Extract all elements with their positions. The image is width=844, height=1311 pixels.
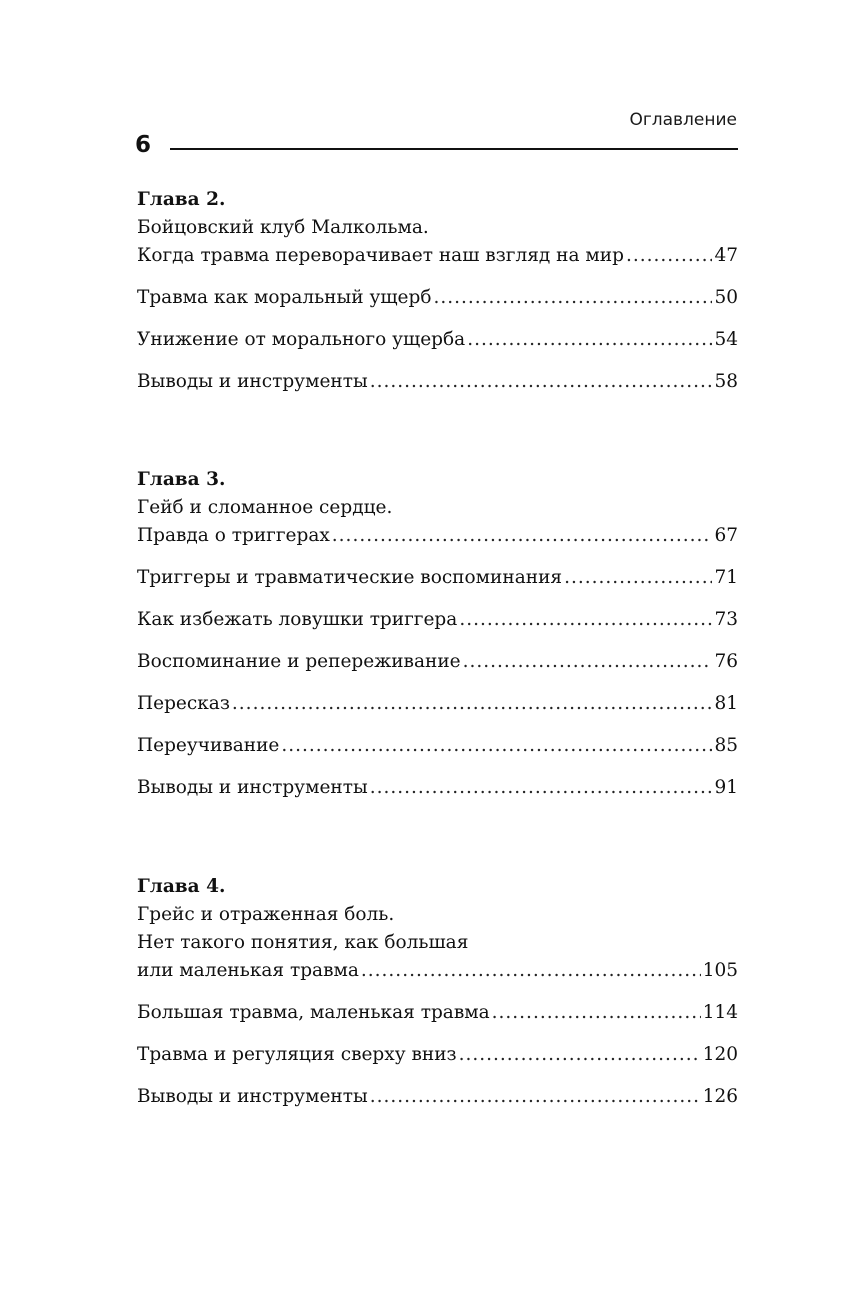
toc-entry-page: 58 (714, 371, 738, 392)
header-rule (170, 148, 738, 150)
leader-dots (459, 1041, 701, 1069)
toc-entry-page: 54 (714, 329, 738, 350)
chapter-label: Глава 4. (137, 876, 226, 897)
leader-dots (281, 732, 712, 760)
leader-dots (564, 564, 712, 592)
toc-entry-page: 71 (714, 567, 738, 588)
toc-entry (137, 1083, 738, 1111)
toc-entry (137, 648, 738, 676)
toc-entry-text: Выводы и инструменты (137, 371, 368, 392)
running-head: Оглавление (629, 110, 737, 130)
toc-entry (137, 606, 738, 634)
leader-dots (467, 326, 712, 354)
leader-dots (626, 242, 712, 270)
toc-entry (137, 732, 738, 760)
toc-entry-text: Когда травма переворачивает наш взгляд на мир (137, 245, 624, 266)
chapter-3 (137, 466, 738, 802)
page-number: 6 (135, 132, 152, 158)
toc-entry-text: Выводы и инструменты (137, 1086, 368, 1107)
toc-entry-page: 76 (714, 651, 738, 672)
toc-entry-text: Воспоминание и репереживание (137, 651, 461, 672)
toc-entry-page: 114 (702, 1002, 738, 1023)
toc-entry-page: 73 (714, 609, 738, 630)
toc-entry (137, 284, 738, 312)
leader-dots (232, 690, 713, 718)
toc-entry (137, 999, 738, 1027)
toc-entry (137, 690, 738, 718)
toc-entry-text: Переучивание (137, 735, 280, 756)
toc-entry-page: 81 (714, 693, 738, 714)
toc-entry-text: Унижение от морального ущерба (137, 329, 466, 350)
leader-dots (370, 774, 713, 802)
toc-entry (137, 326, 738, 354)
toc-entry-page: 91 (714, 777, 738, 798)
leader-dots (433, 284, 712, 312)
chapter-title: Нет такого понятия, как большая (137, 932, 469, 953)
chapter-4 (137, 873, 738, 1111)
toc-entry (137, 368, 738, 396)
chapter-label: Глава 3. (137, 469, 226, 490)
toc-entry-page: 126 (702, 1086, 738, 1107)
chapter-label: Глава 2. (137, 189, 226, 210)
leader-dots (332, 522, 713, 550)
toc-entry-text: Триггеры и травматические воспоминания (137, 567, 563, 588)
chapter-title: Грейс и отраженная боль. (137, 904, 395, 925)
leader-dots (459, 606, 712, 634)
leader-dots (492, 999, 701, 1027)
toc-entry-text: Выводы и инструменты (137, 777, 368, 798)
toc-entry-text: Большая травма, маленькая травма (137, 1002, 490, 1023)
toc-entry (137, 774, 738, 802)
toc-entry-text: Как избежать ловушки триггера (137, 609, 458, 630)
leader-dots (463, 648, 713, 676)
toc-entry-text: Пересказ (137, 693, 230, 714)
leader-dots (370, 1083, 701, 1111)
chapter-title: Бойцовский клуб Малкольма. (137, 217, 429, 238)
chapter-2 (137, 186, 738, 396)
leader-dots (370, 368, 713, 396)
toc-entry-page: 67 (714, 525, 738, 546)
chapter-title: Гейб и сломанное сердце. (137, 497, 393, 518)
toc-entry-text: Травма и регуляция сверху вниз (137, 1044, 457, 1065)
toc-entry-page: 47 (714, 245, 738, 266)
toc-entry-text: Травма как моральный ущерб (137, 287, 432, 308)
toc-entry (137, 1041, 738, 1069)
toc-entry-page: 120 (702, 1044, 738, 1065)
toc-entry (137, 564, 738, 592)
toc-entry-page: 50 (714, 287, 738, 308)
toc-entry-text: Правда о триггерах (137, 525, 330, 546)
toc-entry (137, 242, 738, 270)
leader-dots (361, 957, 701, 985)
toc-entry (137, 522, 738, 550)
toc-entry-page: 85 (714, 735, 738, 756)
toc-entry (137, 957, 738, 985)
toc-entry-text: или маленькая травма (137, 960, 359, 981)
toc-entry-page: 105 (702, 960, 738, 981)
